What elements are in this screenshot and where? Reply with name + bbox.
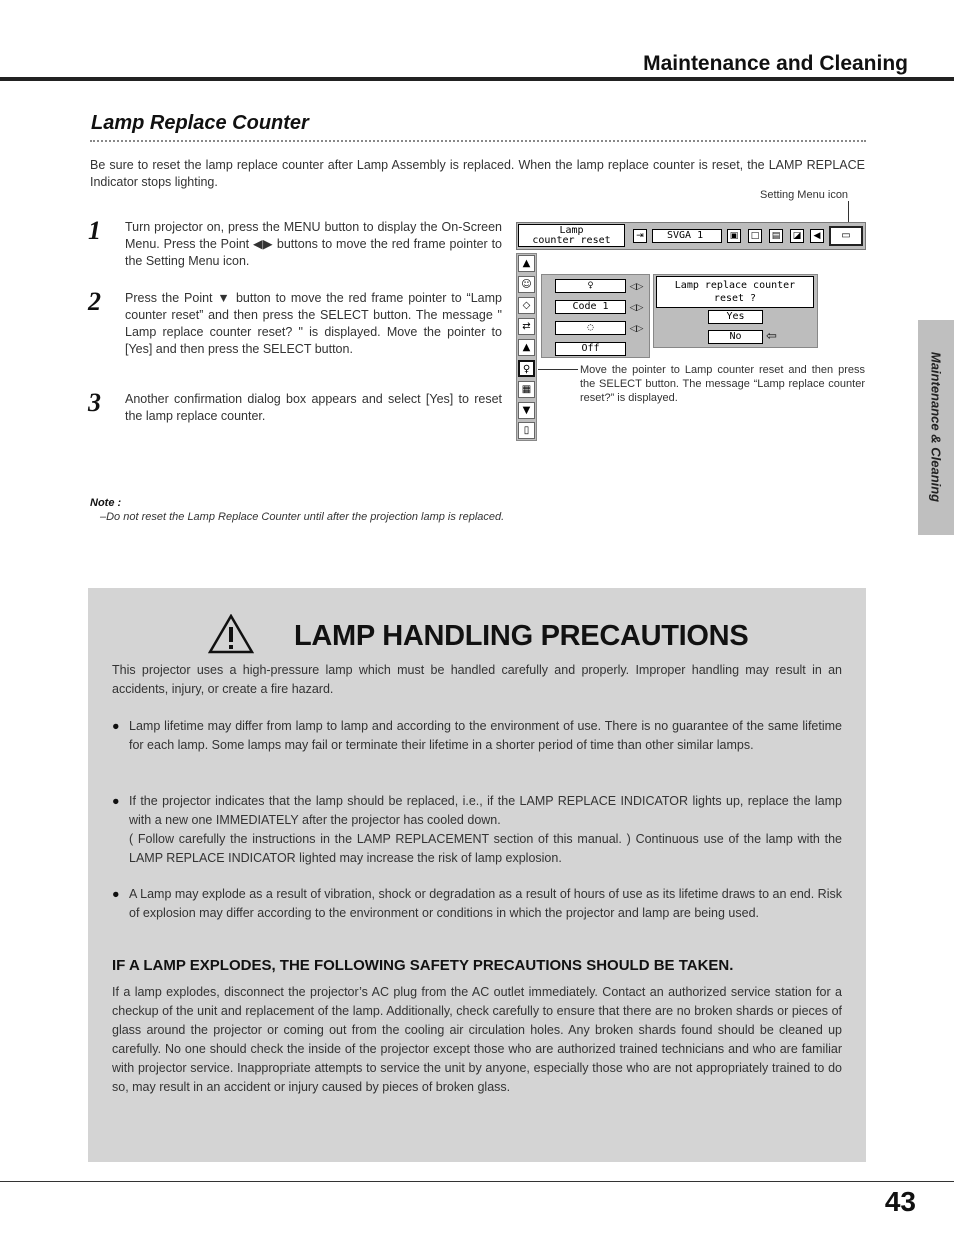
header-rule <box>0 77 954 81</box>
step-3-text: Another confirmation dialog box appears and select [Yes] to reset the lamp replace counter. <box>125 392 502 423</box>
osd-yes-button: Yes <box>708 310 763 324</box>
osd-dialog-line2: reset ? <box>713 293 757 304</box>
bullet-icon: ● <box>112 794 120 808</box>
dotted-divider <box>90 140 866 142</box>
explosion-instructions: If a lamp explodes, disconnect the projector’s AC plug from the AC outlet immediately. Contact an authorized service station for a checkup of the unit and replacement of the lamp. Additionally, check carefully to ensure that there are no broken shards or pieces of glass around the projector or coming out from the cooling air circulation holes. Any broken shards found should be cleaned up carefully. No one should check the inside of the projector except those who are authorized trained technicians and who are familiar with projector service. Inappropriate attempts to service the unit by anyone, especially those who are not appropriately trained to do so, may result in an accident or injury caused by pieces of broken glass. <box>112 985 842 1094</box>
step-3-number: 3 <box>88 388 101 417</box>
pc-adjust-icon: ▤ <box>769 229 783 243</box>
osd-sub-item-3: ◌ <box>555 321 626 335</box>
osd-sub-item-2: Code 1 <box>555 300 626 314</box>
keystone-icon: ◇ <box>518 297 535 314</box>
setting-menu-icon-label: Setting Menu icon <box>760 189 849 201</box>
osd-menu-label-line2: counter reset <box>532 235 611 246</box>
precautions-intro: This projector uses a high-pressure lamp which must be handled carefully and properly. Improper handling may result in an accidents, injury, or create a fire hazard. <box>112 663 842 696</box>
left-right-arrow-icon: ◁▷ <box>629 302 644 312</box>
lock-icon: ▲ <box>518 339 535 356</box>
precaution-bullet-1-text: Lamp lifetime may differ from lamp to lamp and according to the environment of use. There is no guarantee of the same lifetime for each lamp. Some lamps may fail or terminate their lifetime in a shorter period of time than other similar lamps. <box>129 719 842 752</box>
precaution-bullet-2-text: If the projector indicates that the lamp should be replaced, i.e., if the LAMP REPLACE INDICATOR lights up, replace the lamp with a new one IMMEDIATELY after the projector has cooled down. <box>129 794 842 827</box>
section-title: Lamp Replace Counter <box>91 112 309 134</box>
left-right-arrow-icon: ◁▷ <box>629 281 644 291</box>
scroll-up-icon: ▲ <box>518 255 535 272</box>
scroll-down-icon: ▼ <box>518 402 535 419</box>
screen-icon: □ <box>748 229 762 243</box>
header-section-title: Maintenance and Cleaning <box>643 52 908 75</box>
quit-icon: ▯ <box>518 422 535 439</box>
warning-icon <box>208 614 254 654</box>
language-icon: ☺ <box>518 276 535 293</box>
step-2-text: Press the Point ▼ button to move the red frame pointer to “Lamp counter reset” and then press the SELECT button. The message " Lamp replace counter reset? " is displayed. Move the pointer to [Yes] and then press the SELECT button. <box>125 291 502 356</box>
osd-input-value: SVGA 1 <box>652 229 722 243</box>
lamp-counter-icon: ♀ <box>518 360 535 377</box>
sound-icon: ◀ <box>810 229 824 243</box>
side-tab-label: Maintenance & Cleaning <box>928 351 944 503</box>
callout-leader-line <box>538 369 578 370</box>
exit-icon: ⇥ <box>633 229 647 243</box>
bullet-icon: ● <box>112 887 120 901</box>
note-text: –Do not reset the Lamp Replace Counter until after the projection lamp is replaced. <box>100 511 505 523</box>
setting-menu-icon: ▭ <box>829 226 863 246</box>
image-select-icon: ◪ <box>790 229 804 243</box>
precaution-bullet-1 <box>112 717 842 755</box>
bullet-icon: ● <box>112 719 120 733</box>
osd-menu-label-line1: Lamp <box>559 225 584 236</box>
osd-no-button: No <box>708 330 763 344</box>
precautions-title: LAMP HANDLING PRECAUTIONS <box>294 620 749 652</box>
side-tab <box>918 320 954 535</box>
ceiling-icon: ⇄ <box>518 318 535 335</box>
osd-sub-item-1: ♀ <box>555 279 626 293</box>
note-title: Note : <box>90 497 122 509</box>
osd-callout-text: Move the pointer to Lamp counter reset and then press the SELECT button. The message “Lamp replace counter reset?” is displayed. <box>580 364 865 404</box>
precaution-bullet-2-extra: ( Follow carefully the instructions in the LAMP REPLACEMENT section of this manual. ) Continuous use of the lamp with the LAMP REPLACE INDICATOR lighted may increase the risk of lamp explosion. <box>129 832 842 865</box>
setting-menu-leader-line <box>848 201 849 224</box>
precaution-bullet-3 <box>112 885 842 923</box>
osd-sub-item-4: Off <box>555 342 626 356</box>
section-intro: Be sure to reset the lamp replace counter after Lamp Assembly is replaced. When the lamp replace counter is reset, the LAMP REPLACE Indicator stops lighting. <box>90 158 865 189</box>
precautions-subheading: IF A LAMP EXPLODES, THE FOLLOWING SAFETY PRECAUTIONS SHOULD BE TAKEN. <box>112 957 734 974</box>
osd-dialog-message <box>656 276 814 308</box>
page-number: 43 <box>884 1186 916 1217</box>
osd-menu-label <box>518 224 625 247</box>
factory-default-icon: ▦ <box>518 381 535 398</box>
left-right-arrow-icon: ◁▷ <box>629 323 644 333</box>
footer-rule <box>0 1181 954 1182</box>
precaution-bullet-3-text: A Lamp may explode as a result of vibration, shock or degradation as a result of hours of use as its lifetime draws to an end. Risk of explosion may differ according to the environment or conditions in which the projector and lamp are being used. <box>129 887 842 920</box>
pointer-arrow-icon: ⇦ <box>766 328 777 343</box>
image-icon: ▣ <box>727 229 741 243</box>
step-1-number: 1 <box>88 216 101 245</box>
step-2-number: 2 <box>88 287 101 316</box>
osd-dialog-line1: Lamp replace counter <box>674 280 796 291</box>
step-1-text: Turn projector on, press the MENU button to display the On-Screen Menu. Press the Point ◀▶ buttons to move the red frame pointer to the Setting Menu icon. <box>125 220 502 268</box>
precaution-bullet-2 <box>112 792 842 868</box>
